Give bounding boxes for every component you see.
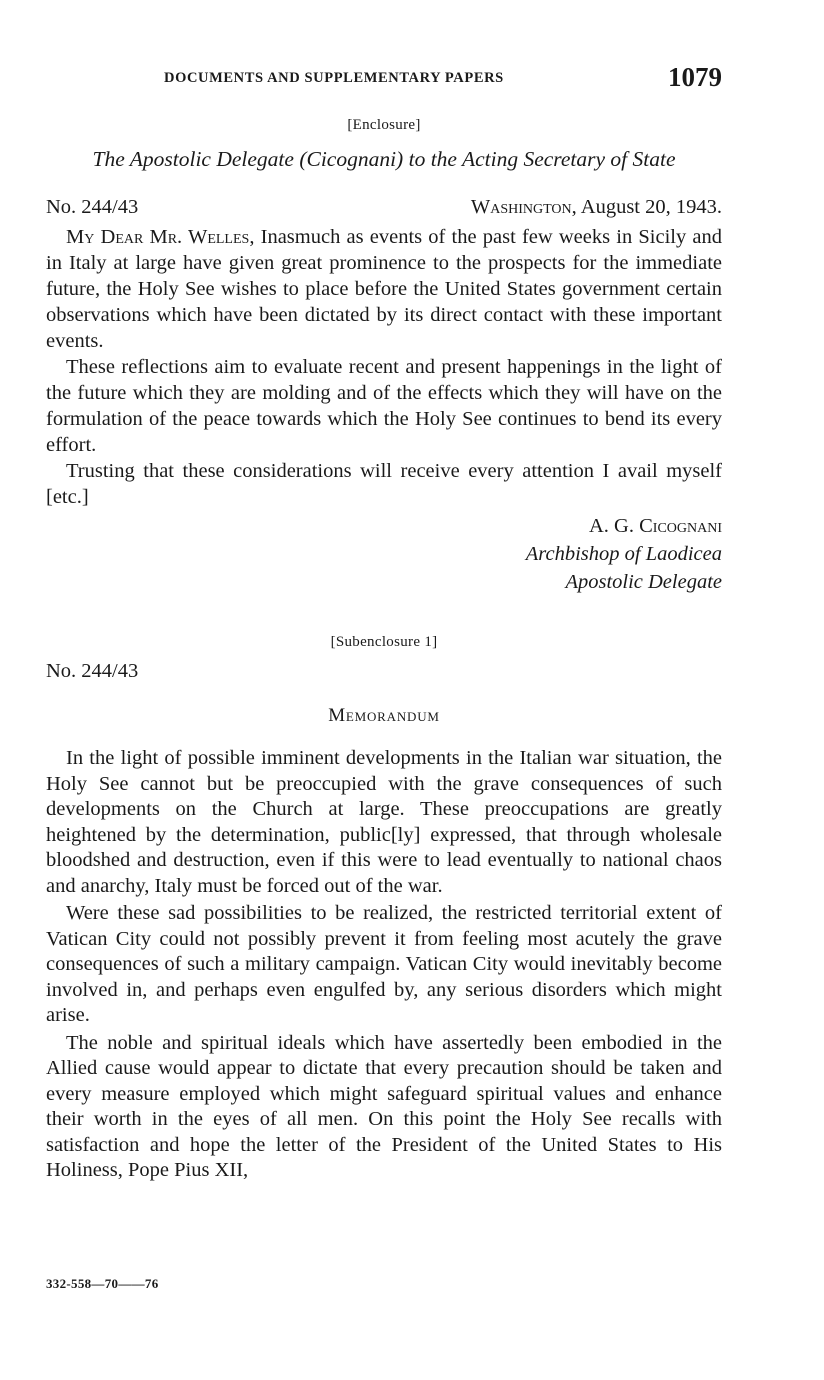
memorandum-body — [46, 746, 722, 1184]
subenclosure-label: [Subenclosure 1] — [330, 634, 438, 650]
letter-paragraph-text: Inasmuch as events of the past few weeks in Sicily and in Italy at large have given great prominence to the prospects for the immediate future, the Holy See wishes to place before the United States government certain observations which have been dictated by its direct contact with these important events. — [46, 226, 722, 352]
footer-print-code: 332-558—70——76 — [46, 1276, 159, 1291]
reference-line — [46, 196, 722, 224]
memorandum-paragraph: The noble and spiritual ideals which have assertedly been embodied in the Allied cause would appear to dictate that every precaution should be taken and every measure employed which might safeguard spiritual values and enhance their worth in the eyes of all men. On this point the Holy See recalls with satisfaction and hope the letter of the President of the United States to His Holiness, Pope Pius XII, — [46, 1031, 722, 1181]
enclosure-label: [Enclosure] — [347, 117, 421, 133]
dateline — [471, 196, 722, 219]
letter-paragraph: These reflections aim to evaluate recent and present happenings in the light of the future which they are molding and of the effects which they will have on the formulation of the peace towards which the Holy See continues to bend its every effort. — [46, 356, 722, 456]
document-title: The Apostolic Delegate (Cicognani) to the Acting Secretary of State — [92, 147, 676, 171]
memorandum-number: No. 244/43 — [46, 660, 139, 682]
running-header — [46, 62, 722, 100]
document-page — [46, 0, 722, 1380]
dateline-place: Washington — [470, 196, 572, 218]
document-number: No. 244/43 — [46, 196, 139, 218]
salutation: My Dear Mr. Welles, — [66, 226, 255, 248]
signature-title-delegate: Apostolic Delegate — [565, 571, 722, 593]
running-title: DOCUMENTS AND SUPPLEMENTARY PAPERS — [164, 70, 504, 86]
letter-body — [46, 224, 722, 510]
signature-name: A. G. Cicognani — [589, 515, 722, 537]
signature-block — [526, 512, 722, 596]
memorandum-heading: Memorandum — [328, 705, 440, 726]
letter-paragraph: Trusting that these considerations will receive every attention I avail myself [etc.] — [46, 460, 722, 508]
memorandum-paragraph: In the light of possible imminent developments in the Italian war situation, the Holy See cannot but be preoccupied with the grave consequences of such developments on the Church at large. These preoccupations are greatly heightened by the determination, public[ly] expressed, that through wholesale bloodshed and destruction, even if this were to lead eventually to national chaos and anarchy, Italy must be forced out of the war. — [46, 747, 722, 897]
page-number: 1079 — [668, 62, 722, 92]
letter-paragraph — [46, 224, 722, 354]
dateline-date: , August 20, 1943. — [571, 196, 722, 218]
memorandum-paragraph: Were these sad possibilities to be realized, the restricted territorial extent of Vatican City could not possibly prevent it from feeling most acutely the grave consequences of such a military campaign. Vatican City would inevitably become involved in, and perhaps even engulfed by, any serious disorders which might arise. — [46, 902, 722, 1026]
signature-title-archbishop: Archbishop of Laodicea — [525, 543, 722, 565]
